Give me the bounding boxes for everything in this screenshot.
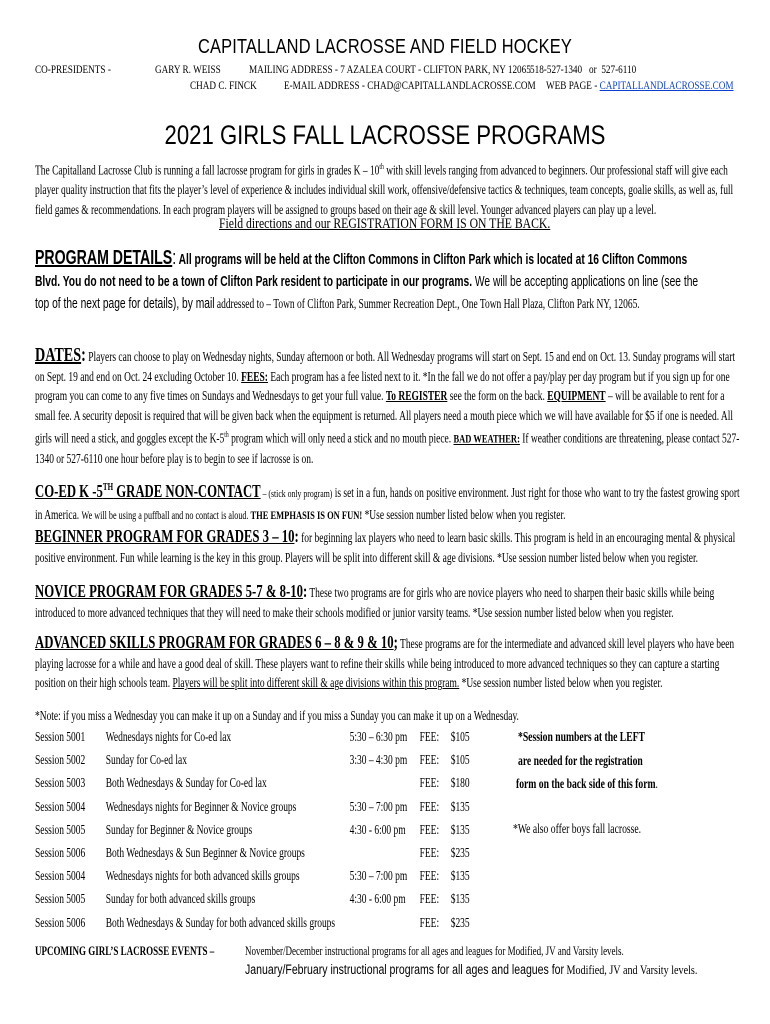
session-time: 4:30 - 6:00 pm [349, 821, 406, 837]
session-fee: $105 [450, 729, 470, 744]
fees-label: FEES: [241, 368, 268, 384]
coed-text-2: *Use session number listed below when you register. [362, 506, 566, 522]
session-number: Session 5005 [35, 821, 86, 837]
dates-text-4: – will be available to rent for a small fee. A security deposit is required that will be given back when the equipment is returned. All players need a mouth piece which we will have available for $5 if one is needed. All girls will need a stick, and goggles except the K-5 [35, 388, 734, 446]
coed-small-2: We will be using a puffball and no contact is aloud. [81, 509, 249, 522]
advanced-colon: ; [393, 632, 398, 652]
coed-heading-2: GRADE NON-CONTACT [113, 481, 261, 501]
phone-1: 518-527-1340 [530, 64, 583, 76]
novice-colon: : [302, 581, 308, 601]
president-1: GARY R. WEISS [155, 64, 221, 76]
dates-text-5: program which will only need a stick and no mouth piece. [228, 430, 454, 446]
coed-heading-1: CO-ED K -5 [35, 481, 103, 501]
session-number: Session 5006 [35, 914, 86, 930]
session-description: Wednesdays nights for Beginner & Novice groups [105, 798, 297, 814]
boys-lacrosse-note: *We also offer boys fall lacrosse. [513, 821, 642, 836]
makeup-note: *Note: if you miss a Wednesday you can make it up on a Sunday and if you miss a Sunday you can make it up on a Wednesday. [35, 708, 519, 723]
president-2: CHAD C. FINCK [190, 80, 257, 92]
session-number: Session 5003 [35, 775, 86, 791]
phone-line [530, 64, 636, 76]
coed-small: – (stick only program) [260, 488, 333, 500]
dates-sup: th [224, 430, 229, 440]
program-details-bold: All programs will be held at the Clifton Commons in Clifton Park which is located at 16 Clifton Commons Blvd. You do not need to be a town of Clifton Park resident to participate in our programs. [35, 252, 688, 290]
session-description: Sunday for Beginner & Novice groups [105, 821, 253, 837]
org-title: CAPITALLAND LACROSSE AND FIELD HOCKEY [198, 36, 572, 58]
upcoming-line-2-sans: January/February instructional programs for all ages and leagues for [245, 962, 564, 977]
intro-text-2: with skill levels ranging from advanced to beginners. Our professional staff will give each player quality instruction that fits the player’s level of experience & includes individual skill work, offensive/defensive tactics & techniques, team concepts, goalie skills, as well as, full field games & recommendations. In each program players will be assigned to groups based on their age & skill level. Younger advanced players can play up a level. [35, 162, 734, 217]
session-time: 4:30 - 6:00 pm [349, 891, 406, 907]
session-number: Session 5001 [35, 729, 86, 744]
novice-heading: NOVICE PROGRAM FOR GRADES 5-7 & 8-10 [35, 581, 303, 601]
session-fee-label: FEE: [419, 914, 440, 930]
weather-label: BAD WEATHER: [453, 431, 520, 446]
web-label: WEB PAGE - [546, 80, 598, 92]
co-presidents-label: CO-PRESIDENTS - [35, 64, 111, 76]
web-page [546, 80, 734, 92]
session-number: Session 5004 [35, 868, 86, 884]
coed-sup: TH [102, 482, 114, 493]
session-row [35, 845, 742, 865]
directions-note: Field directions and our REGISTRATION FORM IS ON THE BACK. [219, 216, 551, 232]
side-note-line-1: *Session numbers at the LEFT [518, 729, 645, 744]
dates-heading: DATES [35, 344, 82, 366]
dates-text-3: see the form on the back. [447, 388, 548, 404]
dates-colon: : [81, 344, 86, 366]
session-fee-label: FEE: [419, 729, 440, 744]
session-fee-label: FEE: [419, 775, 440, 791]
register-label: To REGISTER [385, 388, 448, 404]
session-time: 5:30 – 6:30 pm [349, 729, 408, 744]
session-fee: $180 [450, 775, 470, 791]
session-description: Wednesdays nights for both advanced skills groups [105, 868, 300, 884]
program-details-colon: : [172, 247, 177, 269]
dates-text-2: Each program has a fee listed next to it. *In the fall we do not offer a pay/play per day program but if you sign up for one program you can come to any five times on Sundays and Wednesdays to get your full value. [35, 368, 730, 404]
coed-section [35, 478, 742, 526]
side-note-line-2: are needed for the registration [518, 753, 643, 768]
upcoming-line-1: November/December instructional programs for all ages and leagues for Modified, JV and Varsity levels. [245, 944, 624, 958]
session-number: Session 5002 [35, 752, 86, 768]
mailing-address: MAILING ADDRESS - 7 AZALEA COURT - CLIFTON PARK, NY 12065 [249, 64, 531, 76]
novice-text: These two programs are for girls who are novice players who need to sharpen their basic skills while being introduced to more advanced techniques that they will need to make their schools modified or junior varsity teams. *Use session number listed below when you register. [35, 585, 715, 620]
session-fee-label: FEE: [419, 845, 440, 860]
session-row [35, 915, 742, 935]
side-note-line-3 [516, 776, 658, 792]
advanced-heading: ADVANCED SKILLS PROGRAM FOR GRADES 6 – 8 & 9 & 10 [35, 632, 394, 652]
coed-heading [35, 481, 261, 501]
session-fee: $135 [450, 798, 470, 814]
session-description: Wednesdays nights for Co-ed lax [105, 729, 232, 744]
session-description: Both Wednesdays & Sunday for both advanced skills groups [105, 914, 336, 930]
session-fee-label: FEE: [419, 868, 440, 884]
session-number: Session 5005 [35, 891, 86, 907]
session-fee: $135 [450, 891, 470, 907]
session-description: Sunday for both advanced skills groups [105, 891, 256, 907]
novice-section [35, 582, 742, 622]
coed-emphasis: THE EMPHASIS IS ON FUN! [248, 507, 363, 522]
upcoming-line-2-serif: Modified, JV and Varsity levels. [563, 962, 698, 977]
side-note-line-3-text: form on the back side of this form [516, 776, 656, 791]
session-fee: $105 [450, 752, 470, 768]
web-link[interactable]: CAPITALLANDLACROSSE.COM [599, 80, 734, 92]
page-title: 2021 GIRLS FALL LACROSSE PROGRAMS [164, 120, 606, 150]
upcoming-label: UPCOMING GIRL’S LACROSSE EVENTS – [35, 944, 215, 958]
session-description: Both Wednesdays & Sunday for Co-ed lax [105, 775, 267, 791]
session-row [35, 799, 742, 819]
advanced-text-1: These programs are for the intermediate and advanced skill level players who have been playing lacrosse for a while and have a good deal of skill. These players want to refine their skills while being introduced to more advanced techniques so they can capture a starting position on their high schools team. [35, 636, 735, 691]
session-row [35, 891, 742, 911]
intro-paragraph [35, 157, 742, 219]
session-fee: $235 [450, 914, 470, 930]
advanced-section [35, 633, 742, 693]
dates-section [35, 346, 742, 469]
session-fee: $135 [450, 868, 470, 884]
session-number: Session 5006 [35, 845, 86, 860]
session-fee-label: FEE: [419, 821, 440, 837]
session-fee: $135 [450, 821, 470, 837]
session-time: 5:30 – 7:00 pm [349, 798, 408, 814]
program-details-serif: addressed to – Town of Clifton Park, Summer Recreation Dept., One Town Hall Plaza, Clifton Park NY, 12065. [214, 296, 640, 311]
intro-sup: th [379, 162, 384, 171]
session-fee-label: FEE: [419, 891, 440, 907]
session-fee-label: FEE: [419, 798, 440, 814]
advanced-text-2: *Use session number listed below when you register. [459, 675, 663, 691]
session-row [35, 868, 742, 888]
program-details-sans: We will be accepting applications on line (see the top of the next page for details), by mail [35, 274, 699, 312]
program-details-heading: PROGRAM DETAILS [35, 247, 173, 269]
session-description: Sunday for Co-ed lax [105, 752, 187, 768]
beginner-text: for beginning lax players who need to learn basic skills. This program is held in an encouraging mental & physical positive environment. Fun while learning is the key in this group. Players will be split into different skill & age divisions. *Use session number listed below when you register. [35, 530, 736, 565]
program-details-section [35, 248, 714, 315]
session-fee-label: FEE: [419, 752, 440, 768]
phone-2: 527-6110 [601, 64, 637, 76]
upcoming-line-2 [245, 962, 697, 978]
intro-text-1: The Capitalland Lacrosse Club is running a fall lacrosse program for girls in grades K – 10 [35, 162, 380, 178]
beginner-colon: : [294, 526, 299, 546]
equipment-label: EQUIPMENT [547, 388, 606, 404]
session-number: Session 5004 [35, 798, 86, 814]
dates-text-6: If weather conditions are threatening, please contact 527-1340 or 527-6110 one hour before play is to begin to see if lacrosse is on. [35, 430, 740, 467]
or-text: or [589, 64, 597, 76]
beginner-section [35, 527, 742, 567]
email-address: E-MAIL ADDRESS - CHAD@CAPITALLANDLACROSSE.COM [284, 80, 536, 92]
session-fee: $235 [450, 845, 470, 860]
side-note-line-3-end: . [655, 776, 658, 791]
dates-text-1: Players can choose to play on Wednesday nights, Sunday afternoon or both. All Wednesday programs will start on Sept. 15 and end on Oct. 13. Sunday programs will start on Sept. 19 and end on Oct. 24 excluding October 10. [35, 349, 735, 384]
beginner-heading: BEGINNER PROGRAM FOR GRADES 3 – 10 [35, 526, 295, 546]
session-time: 3:30 – 4:30 pm [349, 752, 408, 768]
coed-text-1: is set in a fun, hands on positive environment. Just right for those who want to try the fastest growing sport in America. [35, 485, 740, 522]
session-description: Both Wednesdays & Sun Beginner & Novice groups [105, 845, 305, 860]
session-time: 5:30 – 7:00 pm [349, 868, 408, 884]
advanced-underlined: Players will be split into different skill & age divisions within this program. [172, 675, 460, 691]
